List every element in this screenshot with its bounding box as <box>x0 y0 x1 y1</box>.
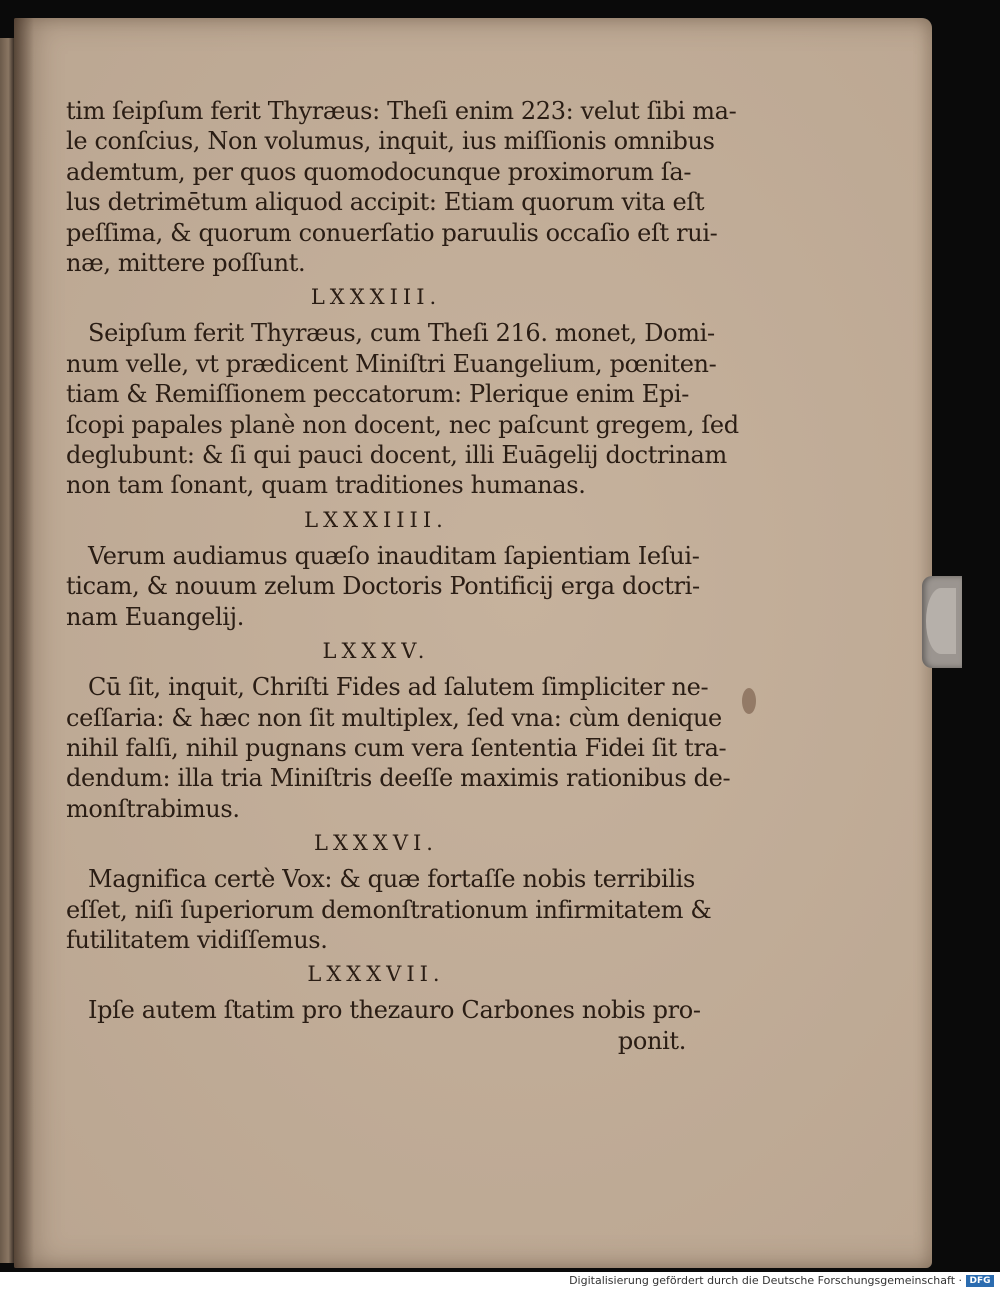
paragraph <box>66 541 700 632</box>
text-line: Seipſum ferit Thyræus, cum Theſi 216. monet, Domi- <box>88 319 715 348</box>
text-line: lus detrimētum aliquod accipit: Etiam quorum vita eſt <box>66 188 705 217</box>
section-heading: LXXXIIII. <box>304 507 448 532</box>
text-line: peſſima, & quorum conuerſatio paruulis occaſio eſt rui- <box>66 218 718 247</box>
section-heading: LXXXVII. <box>307 962 445 987</box>
text-line: eſſet, niſi ſuperiorum demonſtrationum infirmitatem & <box>66 895 712 924</box>
text-line: ademtum, per quos quomodocunque proximorum ſa- <box>66 157 692 186</box>
text-line: ſcopi papales planè non docent, nec paſcunt gregem, ſed <box>66 410 739 439</box>
text-line: ponit. <box>617 1026 686 1055</box>
dfg-logo: DFG <box>966 1275 994 1287</box>
section-heading: LXXXVI. <box>314 831 438 856</box>
paragraph <box>66 995 701 1056</box>
text-line: dendum: illa tria Miniſtris deeſſe maximis rationibus de- <box>66 764 731 793</box>
text-line: non tam ſonant, quam traditiones humanas. <box>66 471 586 500</box>
section-heading: LXXXV. <box>322 639 430 664</box>
text-line: Cū ſit, inquit, Chriſti Fides ad ſalutem ſimpliciter ne- <box>88 673 709 702</box>
text-line: deglubunt: & ſi qui pauci docent, illi Euāgelij doctrinam <box>66 441 727 470</box>
text-line: ticam, & nouum zelum Doctoris Pontificij erga doctri- <box>66 572 700 601</box>
text-line: le conſcius, Non volumus, inquit, ius miſſionis omnibus <box>66 127 715 156</box>
text-line: Magnifica certè Vox: & quæ fortaſſe nobis terribilis <box>88 865 695 894</box>
page-text <box>66 96 739 1056</box>
funding-credit-text: Digitalisierung gefördert durch die Deutsche Forschungsgemeinschaft · <box>569 1274 962 1287</box>
previous-page-edge <box>0 38 14 1263</box>
text-line: nam Euangelij. <box>66 602 244 631</box>
text-line: næ, mittere poſſunt. <box>66 249 306 278</box>
text-line: ceſſaria: & hæc non ſit multiplex, ſed vna: cùm denique <box>66 703 722 732</box>
paragraph <box>66 672 731 824</box>
text-line: tim ſeipſum ferit Thyræus: Theſi enim 223: velut ſibi ma- <box>66 97 737 125</box>
text-line: futilitatem vidiſſemus. <box>66 925 328 954</box>
paragraph <box>66 96 737 278</box>
page-clip <box>922 576 962 668</box>
text-line: nihil falſi, nihil pugnans cum vera ſententia Fidei ſit tra- <box>66 733 727 762</box>
paragraph <box>66 864 712 955</box>
page-gutter-shadow <box>14 18 34 1268</box>
section-heading: LXXXIII. <box>310 285 442 310</box>
ink-stain <box>742 688 756 714</box>
paragraph <box>66 318 739 500</box>
text-line: Verum audiamus quæſo inauditam ſapientiam Ieſui- <box>88 541 700 570</box>
text-line: tiam & Remiſſionem peccatorum: Plerique enim Epi- <box>66 380 689 409</box>
digitization-credit-bar <box>0 1272 1000 1290</box>
text-line: num velle, vt prædicent Miniſtri Euangelium, pœniten- <box>66 349 717 378</box>
text-line: monſtrabimus. <box>66 794 240 823</box>
text-line: Ipſe autem ſtatim pro thezauro Carbones nobis pro- <box>88 996 701 1025</box>
